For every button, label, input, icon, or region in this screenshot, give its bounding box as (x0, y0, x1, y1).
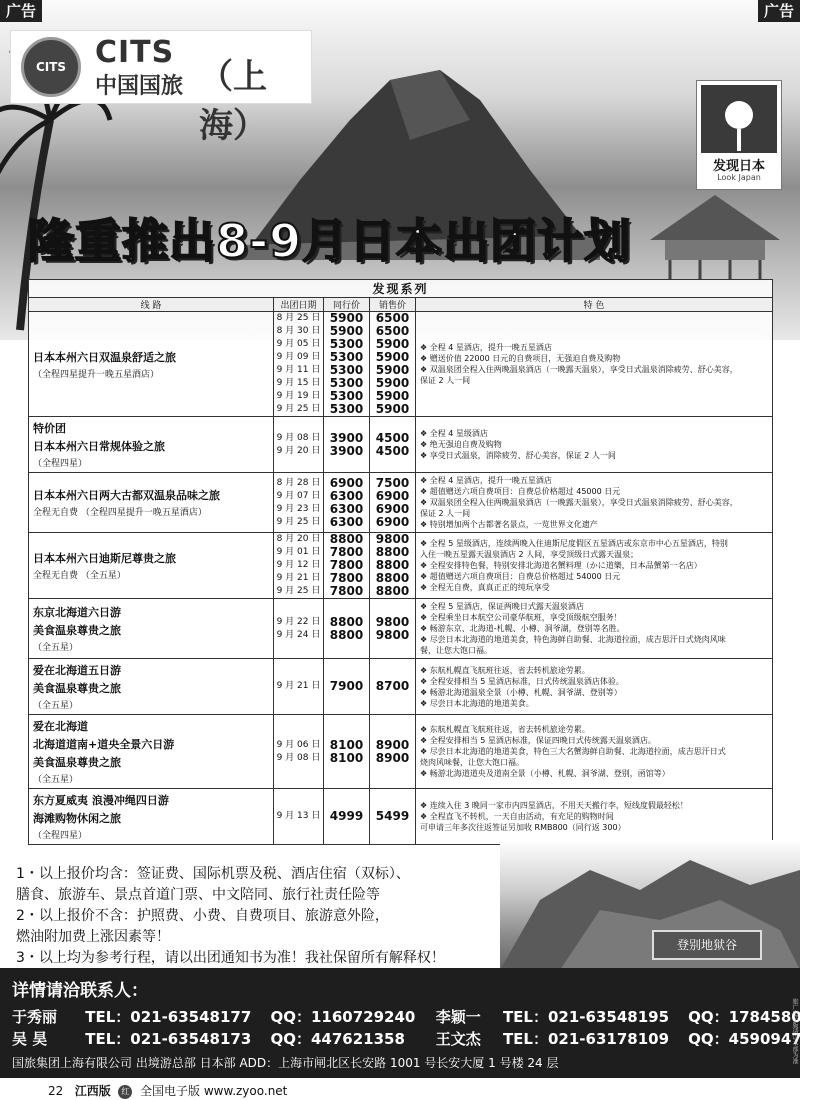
peer-price: 5300 (329, 337, 364, 351)
peer-price: 5900 (329, 311, 364, 325)
route-cell (29, 715, 274, 789)
features-cell (416, 789, 773, 845)
company-address: 国旅集团上海有限公司 出境游总部 日本部 ADD：上海市闸北区长安路 1001 号长安大厦 1 号楼 24 层 (12, 1056, 559, 1070)
peer-price: 5300 (329, 389, 364, 403)
route-title: 日本本州六日两大古都双温泉品味之旅 (33, 489, 220, 502)
route-title: 爱在北海道五日游 (33, 664, 121, 677)
route-subtitle: （全程四星提升一晚五星酒店） (33, 369, 160, 380)
tour-date: 9 月 25 日 (276, 516, 321, 527)
features-cell (416, 533, 773, 599)
route-subtitle: 全程无自费 （全程四星提升一晚五星酒店） (33, 508, 207, 518)
route-title: 日本本州六日常规体验之旅 (33, 440, 165, 453)
headline: 隆重推出8-9月日本出团计划 (28, 214, 632, 268)
feature-line: ❖ 全程 5 星酒店，保证两晚日式露天温泉酒店 (420, 602, 584, 611)
tour-date: 9 月 25 日 (276, 586, 321, 596)
peer-price: 6300 (329, 501, 364, 516)
peer-price-cell (324, 417, 370, 473)
feature-line: ❖ 畅游东京、北海道-札幌、小樽、洞爷湖，登别等名胜。 (420, 624, 625, 633)
tour-table (28, 279, 773, 845)
contact-row (12, 1028, 823, 1049)
route-subtitle: （全程四星） (33, 459, 88, 469)
feature-line: 保证 2 人一间 (420, 509, 471, 518)
tour-date: 9 月 24 日 (276, 629, 321, 640)
sale-price-cell (370, 417, 416, 473)
sale-price: 9800 (375, 627, 410, 642)
peer-price: 5300 (329, 402, 364, 416)
route-cell (29, 789, 274, 845)
contact-qq[interactable]: QQ：1784580610 (688, 1008, 833, 1026)
route-subtitle: （全程四星） (33, 831, 88, 841)
cits-logo (10, 30, 312, 146)
peer-price: 5300 (329, 363, 364, 377)
tour-date: 9 月 22 日 (276, 616, 321, 627)
route-title: 日本本州六日双温泉舒适之旅 (33, 350, 176, 364)
peer-price-cell (324, 473, 370, 533)
edition-label: 江西版 (74, 1084, 111, 1098)
contact-row (12, 1006, 833, 1027)
tour-date: 9 月 13 日 (276, 811, 321, 821)
ad-tag-right: 广告 (758, 0, 800, 22)
tour-date: 9 月 08 日 (276, 752, 321, 763)
sale-price: 8800 (375, 558, 410, 572)
tour-date: 9 月 07 日 (276, 490, 321, 501)
peer-price: 3900 (329, 430, 364, 445)
date-cell (274, 789, 324, 845)
sale-price: 5900 (375, 389, 410, 403)
tree-logo-icon (701, 85, 777, 153)
route-cell (29, 659, 274, 715)
route-cell (29, 473, 274, 533)
feature-line: ❖ 双温泉团全程入住两晚温泉酒店（一晚露天温泉），享受日式温泉消除疲劳、舒心美容， (420, 365, 738, 374)
tour-date: 9 月 01 日 (276, 547, 321, 557)
peer-price: 5300 (329, 376, 364, 390)
sale-price: 7500 (375, 475, 410, 490)
note-line: 2・以上报价不含：护照费、小费、自费项目、旅游意外险， (16, 908, 389, 924)
sale-price: 6500 (375, 324, 410, 338)
feature-line: ❖ 超值赠送六项自费项目：自费总价格超过 54000 日元 (420, 572, 621, 581)
site-url[interactable]: 全国电子版 www.zyoo.net (140, 1084, 288, 1098)
date-cell (274, 599, 324, 659)
peer-price: 7900 (329, 679, 364, 693)
note-line: 3・以上均为参考行程，请以出团通知书为准！我社保留所有解释权！ (16, 950, 445, 966)
tour-date: 8 月 30 日 (276, 326, 321, 336)
contact-name: 李颖一 (435, 1008, 481, 1026)
feature-line: ❖ 全程乘坐日本航空公司豪华航班，享受顶级航空服务！ (420, 613, 622, 622)
tour-date: 9 月 23 日 (276, 503, 321, 514)
sale-price: 8900 (375, 750, 410, 765)
tour-date: 9 月 21 日 (276, 573, 321, 583)
route-cell (29, 417, 274, 473)
date-cell (274, 659, 324, 715)
feature-line: ❖ 全程 4 星酒店，提升一晚五星酒店 (420, 343, 552, 352)
page-footer (48, 1082, 287, 1099)
header-peer-price: 同行价 (324, 298, 370, 312)
header-sale-price: 销售价 (370, 298, 416, 312)
feature-line: ❖ 赠送价值 22000 日元的自费项目，无强迫自费及购物 (420, 354, 621, 363)
cits-emblem-icon: CITS (21, 37, 81, 97)
sale-price: 8800 (375, 571, 410, 585)
sale-price: 8800 (375, 545, 410, 559)
tour-date: 9 月 11 日 (276, 365, 321, 375)
date-cell (274, 533, 324, 599)
features-cell (416, 417, 773, 473)
feature-line: ❖ 全程安排相当 5 星酒店标准，保证四晚日式传统露天温泉酒店。 (420, 736, 656, 745)
feature-line: ❖ 绝无强迫自费及购物 (420, 440, 502, 449)
peer-price: 7800 (329, 571, 364, 585)
contact-name: 王文杰 (435, 1030, 481, 1048)
route-title: 爱在北海道 (33, 720, 88, 733)
feature-line: ❖ 全程 4 星酒店，提升一晚五星酒店 (420, 476, 552, 485)
feature-line: ❖ 畅游北海道道央及道南全景（小樽、札幌、洞爷湖、登别，函馆等） (420, 769, 670, 778)
tour-date: 9 月 05 日 (276, 339, 321, 349)
logo-cn-name: 中国国旅 (95, 74, 184, 99)
jigokudani-photo (500, 840, 800, 970)
date-cell (274, 417, 324, 473)
tour-row (29, 473, 773, 533)
peer-price: 5300 (329, 350, 364, 364)
sale-price-cell (370, 599, 416, 659)
features-cell (416, 473, 773, 533)
note-line: 1・以上报价均含：签证费、国际机票及税、酒店住宿（双标）、 (16, 866, 410, 882)
peer-price: 7800 (329, 584, 364, 598)
sale-price: 5499 (375, 809, 410, 823)
contact-section (0, 968, 833, 1078)
features-cell (416, 715, 773, 789)
route-title: 美食温泉尊贵之旅 (33, 756, 121, 769)
features-cell (416, 312, 773, 417)
note-line: 燃油附加费上涨因素等！ (16, 929, 170, 945)
route-subtitle: （全五星） (33, 643, 79, 653)
peer-price: 7800 (329, 545, 364, 559)
contact-qq[interactable]: QQ：447621358 (270, 1030, 405, 1048)
tour-date: 9 月 21 日 (276, 681, 321, 691)
route-subtitle: （全五星） (33, 701, 79, 711)
route-cell (29, 312, 274, 417)
feature-line: ❖ 东航札幌直飞航班往返，省去转机旅途劳累。 (420, 665, 590, 675)
contact-name: 吴 昊 (12, 1030, 48, 1048)
feature-line: ❖ 连续入住 3 晚同一家市内四星酒店，不用天天搬行李，短线度假最轻松！ (420, 801, 688, 810)
feature-line: ❖ 东航札幌直飞航班往返，省去转机旅途劳累。 (420, 725, 590, 734)
sale-price: 5900 (375, 337, 410, 351)
peer-price-cell (324, 312, 370, 417)
header-route: 线 路 (29, 298, 274, 312)
features-cell (416, 599, 773, 659)
tour-row (29, 599, 773, 659)
contact-name: 于秀丽 (12, 1008, 58, 1026)
feature-line: ❖ 全程无自费，真真正正的纯玩享受 (420, 583, 550, 592)
sale-price: 4500 (375, 443, 410, 458)
brand-name: 发现日本 (712, 159, 765, 174)
route-cell (29, 599, 274, 659)
tour-row (29, 789, 773, 845)
series-title: 发现系列 (29, 280, 773, 298)
contact-tel[interactable]: TEL：021-63548173 (85, 1030, 252, 1048)
peer-price: 5900 (329, 324, 364, 338)
date-cell (274, 715, 324, 789)
header-features: 特 色 (416, 298, 773, 312)
brand-sub: Look Japan (717, 173, 761, 182)
sale-price-cell (370, 789, 416, 845)
feature-line: 餐，让您大饱口福。 (420, 646, 492, 655)
sale-price: 6900 (375, 488, 410, 503)
tour-row (29, 417, 773, 473)
contact-qq[interactable]: QQ：459094774 (688, 1030, 823, 1048)
sale-price: 5900 (375, 350, 410, 364)
peer-price-cell (324, 533, 370, 599)
feature-line: ❖ 全程直飞不转机，一天自由活动，有充足的购物时间 (420, 812, 614, 821)
feature-line: 保证 2 人一间 (420, 376, 471, 385)
tour-row (29, 312, 773, 417)
peer-price: 8100 (329, 750, 364, 765)
peer-price: 8800 (329, 627, 364, 642)
route-title: 美食温泉尊贵之旅 (33, 682, 121, 695)
sale-price: 6500 (375, 311, 410, 325)
tour-row (29, 715, 773, 789)
sale-price: 5900 (375, 376, 410, 390)
sale-price: 8700 (375, 679, 410, 693)
tour-date: 8 月 28 日 (276, 477, 321, 488)
feature-line: ❖ 尽尝日本北海道的地道美食，特色三大名蟹海鲜自助餐、北海道拉面，成吉思汗日式 (420, 747, 726, 756)
peer-price: 8800 (329, 532, 364, 546)
tour-date: 9 月 12 日 (276, 560, 321, 570)
contact-tel[interactable]: TEL：021-63178109 (502, 1030, 670, 1048)
tour-date: 9 月 09 日 (276, 352, 321, 362)
route-subtitle: （全五星） (33, 775, 79, 785)
peer-price-cell (324, 599, 370, 659)
side-note: 旅广电子版请以本部为准 (791, 998, 798, 1064)
peer-price: 8100 (329, 737, 364, 752)
tour-date: 9 月 06 日 (276, 739, 321, 750)
feature-line: ❖ 全程 5 星级酒店，连续两晚入住迪斯尼度假区五星酒店或东京市中心五星酒店，特别 (420, 539, 728, 548)
contact-tel[interactable]: TEL：021-63548195 (502, 1008, 670, 1026)
route-subtitle: 全程无自费 （全五星） (33, 571, 126, 581)
sale-price: 5900 (375, 402, 410, 416)
contact-title: 详情请洽联系人： (12, 981, 148, 1001)
feature-line: ❖ 超值赠送六项自费项目：自费总价格超过 45000 日元 (420, 487, 621, 496)
tour-date: 9 月 20 日 (276, 445, 321, 456)
sale-price-cell (370, 715, 416, 789)
tour-row (29, 533, 773, 599)
sale-price-cell (370, 659, 416, 715)
tour-date: 8 月 25 日 (276, 313, 321, 323)
feature-line: ❖ 全程 4 星级酒店 (420, 429, 488, 438)
ad-tag-left: 广告 (0, 0, 42, 22)
tour-date: 9 月 15 日 (276, 378, 321, 388)
date-cell (274, 312, 324, 417)
route-title: 海滩购物休闲之旅 (33, 812, 121, 825)
feature-line: ❖ 尽尝日本北海道的地道美食，特色海鲜自助餐、北海道拉面，成吉思汗日式烧肉风味 (420, 635, 726, 644)
route-title: 日本本州六日迪斯尼尊贵之旅 (33, 552, 176, 565)
feature-line: ❖ 享受日式温泉，消除疲劳、舒心美容，保证 2 人一间 (420, 451, 616, 460)
look-japan-brand (696, 80, 782, 190)
notes (16, 864, 536, 969)
peer-price-cell (324, 715, 370, 789)
peer-price: 6300 (329, 514, 364, 529)
route-cell (29, 533, 274, 599)
feature-line: ❖ 畅游北海道温泉全景（小樽、札幌、洞爷湖、登别等） (420, 687, 622, 697)
feature-line: ❖ 尽尝日本北海道的地道美食。 (420, 698, 534, 708)
peer-price: 8800 (329, 614, 364, 629)
red-circle-icon: 红 (118, 1085, 132, 1099)
date-cell (274, 473, 324, 533)
feature-line: ❖ 全程安排特色餐，特别安排北海道名蟹料理（かに道樂，日本品蟹第一名店） (420, 561, 702, 570)
logo-cits-text: CITS (95, 35, 175, 70)
peer-price: 6900 (329, 475, 364, 490)
note-line: 膳食、旅游车、景点首道门票、中文陪同、旅行社责任险等 (16, 887, 380, 903)
peer-price: 6300 (329, 488, 364, 503)
route-title: 东京北海道六日游 (33, 606, 121, 619)
features-cell (416, 659, 773, 715)
feature-line: 入住一晚五星露天温泉酒店 2 人间，享受顶级日式露天温泉； (420, 550, 639, 559)
feature-line: 可申请三年多次往返签证另加收 RMB800（同行返 300） (420, 823, 626, 832)
sale-price: 9800 (375, 532, 410, 546)
tour-row (29, 659, 773, 715)
sale-price: 5900 (375, 363, 410, 377)
logo-region: （上海） (199, 57, 267, 146)
feature-line: ❖ 全程安排相当 5 星酒店标准，日式传统温泉酒店体验。 (420, 676, 624, 686)
sale-price-cell (370, 473, 416, 533)
sale-price: 6900 (375, 501, 410, 516)
route-tag: 特价团 (33, 422, 66, 435)
feature-line: 烧肉风味餐，让您大饱口福。 (420, 758, 524, 767)
feature-line: ❖ 双温泉团全程入住两晚温泉酒店（一晚露天温泉），享受日式温泉消除疲劳、舒心美容， (420, 498, 738, 507)
sale-price: 9800 (375, 614, 410, 629)
sale-price-cell (370, 312, 416, 417)
peer-price: 3900 (329, 443, 364, 458)
sale-price: 8800 (375, 584, 410, 598)
peer-price-cell (324, 659, 370, 715)
header-date: 出团日期 (274, 298, 324, 312)
peer-price-cell (324, 789, 370, 845)
tour-date: 9 月 25 日 (276, 404, 321, 414)
tour-date: 9 月 19 日 (276, 391, 321, 401)
page-number: 22 (48, 1084, 64, 1098)
sale-price: 6900 (375, 514, 410, 529)
contact-tel[interactable]: TEL：021-63548177 (85, 1008, 252, 1026)
peer-price: 7800 (329, 558, 364, 572)
sale-price: 4500 (375, 430, 410, 445)
tour-date: 8 月 20 日 (276, 534, 321, 544)
tour-date: 9 月 08 日 (276, 432, 321, 443)
contact-qq[interactable]: QQ：1160729240 (270, 1008, 416, 1026)
peer-price: 4999 (329, 809, 364, 823)
photo-sign: 登别地狱谷 (652, 930, 762, 960)
route-title: 美食温泉尊贵之旅 (33, 624, 121, 637)
sale-price-cell (370, 533, 416, 599)
route-title: 北海道道南+道央全景六日游 (33, 738, 175, 751)
route-title: 东方夏威夷 浪漫冲绳四日游 (33, 794, 169, 807)
sale-price: 8900 (375, 737, 410, 752)
feature-line: ❖ 特别增加两个古都著名景点，一览世界文化遗产 (420, 520, 598, 529)
